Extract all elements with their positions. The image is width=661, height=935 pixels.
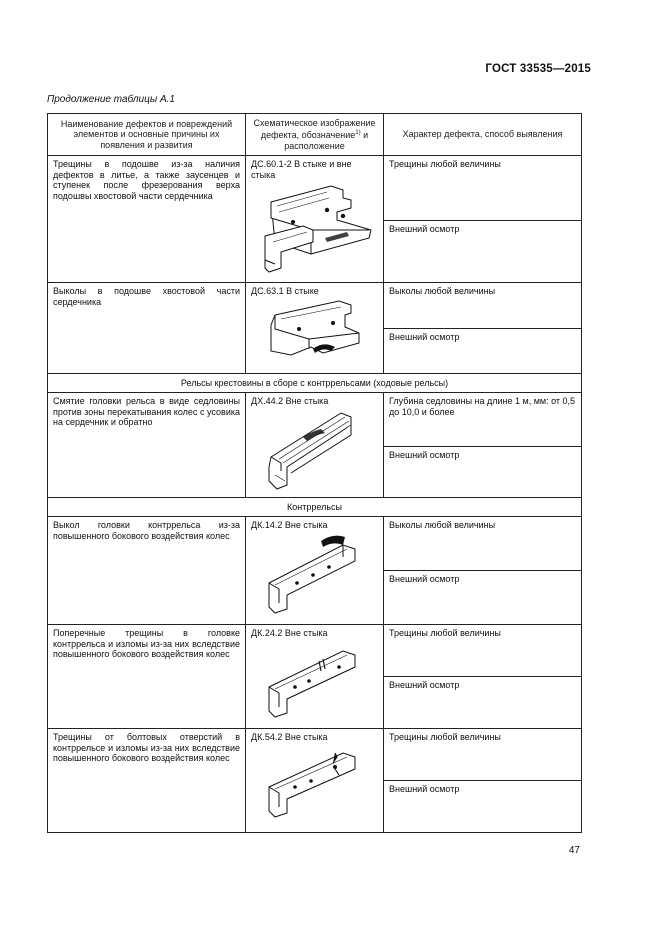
defect-code: ДС.60.1-2 В стыке и вне стыка xyxy=(251,159,352,180)
check-rail-bolt-hole-crack-drawing xyxy=(251,745,377,821)
defect-character: Трещины любой величины xyxy=(384,729,582,781)
footnote-marker: 1) xyxy=(355,130,361,137)
defects-table xyxy=(47,113,582,833)
defect-description: Трещины от болтовых отверстий в контррельсе и изломы из-за них вследствие повышенного бокового воздействия колес xyxy=(48,729,246,833)
defect-description: Смятие головки рельса в виде седловины против зоны перекатывания колес с усовика на сердечник и обратно xyxy=(48,393,246,498)
defect-code: ДС.63.1 В стыке xyxy=(251,286,319,296)
defect-character: Трещины любой величины xyxy=(384,156,582,221)
column-header-schematic xyxy=(246,114,384,156)
check-rail-transverse-crack-drawing xyxy=(251,641,377,721)
defect-code: ДК.54.2 Вне стыка xyxy=(251,732,328,742)
defect-schematic-cell xyxy=(246,625,384,729)
detection-method: Внешний осмотр xyxy=(384,677,582,729)
table-row xyxy=(48,283,582,329)
defect-schematic-cell xyxy=(246,283,384,374)
column-header-defects: Наименование дефектов и повреждений элементов и основные причины их появления и развития xyxy=(48,114,246,156)
defect-description: Выколы в подошве хвостовой части сердечника xyxy=(48,283,246,374)
table-row xyxy=(48,393,582,447)
running-rail-saddle-drawing xyxy=(251,409,377,491)
column-header-character: Характер дефекта, способ выявления xyxy=(384,114,582,156)
defect-code: ДХ.44.2 Вне стыка xyxy=(251,396,329,406)
detection-method: Внешний осмотр xyxy=(384,221,582,283)
section-title: Рельсы крестовины в сборе с контррельсами (ходовые рельсы) xyxy=(48,374,582,393)
page-number: 47 xyxy=(568,845,580,856)
check-rail-chipping-drawing xyxy=(251,533,377,615)
standard-number: ГОСТ 33535—2015 xyxy=(485,63,591,75)
frog-heel-crack-drawing xyxy=(251,182,377,274)
defect-code: ДК.24.2 Вне стыка xyxy=(251,628,328,638)
defect-schematic-cell xyxy=(246,517,384,625)
defect-description: Поперечные трещины в головке контррельса и изломы из-за них вследствие повышенного бокового воздействия колес xyxy=(48,625,246,729)
defect-character: Трещины любой величины xyxy=(384,625,582,677)
defect-schematic-cell xyxy=(246,156,384,283)
table-row xyxy=(48,729,582,781)
defect-description: Трещины в подошве из-за наличия дефектов в литье, а также заусенцев и ступенек после фрезерования верха подошвы хвостовой части сердечника xyxy=(48,156,246,283)
defect-character: Выколы любой величины xyxy=(384,283,582,329)
section-title: Контррельсы xyxy=(48,498,582,517)
defect-schematic-cell xyxy=(246,729,384,833)
table-row xyxy=(48,156,582,221)
section-row xyxy=(48,498,582,517)
table-row xyxy=(48,625,582,677)
defect-character: Глубина седловины на длине 1 м, мм: от 0,5 до 10,0 и более xyxy=(384,393,582,447)
defect-character: Выколы любой величины xyxy=(384,517,582,571)
defect-description: Выкол головки контррельса из-за повышенного бокового воздействия колес xyxy=(48,517,246,625)
detection-method: Внешний осмотр xyxy=(384,781,582,833)
table-caption: Продолжение таблицы А.1 xyxy=(47,94,175,105)
defect-code: ДК.14.2 Вне стыка xyxy=(251,520,328,530)
table-row xyxy=(48,517,582,571)
detection-method: Внешний осмотр xyxy=(384,447,582,498)
column-header-schematic-text: Схематическое изображение дефекта, обозначение xyxy=(253,117,376,141)
table-header-row xyxy=(48,114,582,156)
column-header-schematic-tail: и расположение xyxy=(284,130,369,151)
defect-schematic-cell xyxy=(246,393,384,498)
frog-heel-chipping-drawing xyxy=(251,299,377,361)
detection-method: Внешний осмотр xyxy=(384,329,582,374)
section-row xyxy=(48,374,582,393)
detection-method: Внешний осмотр xyxy=(384,571,582,625)
